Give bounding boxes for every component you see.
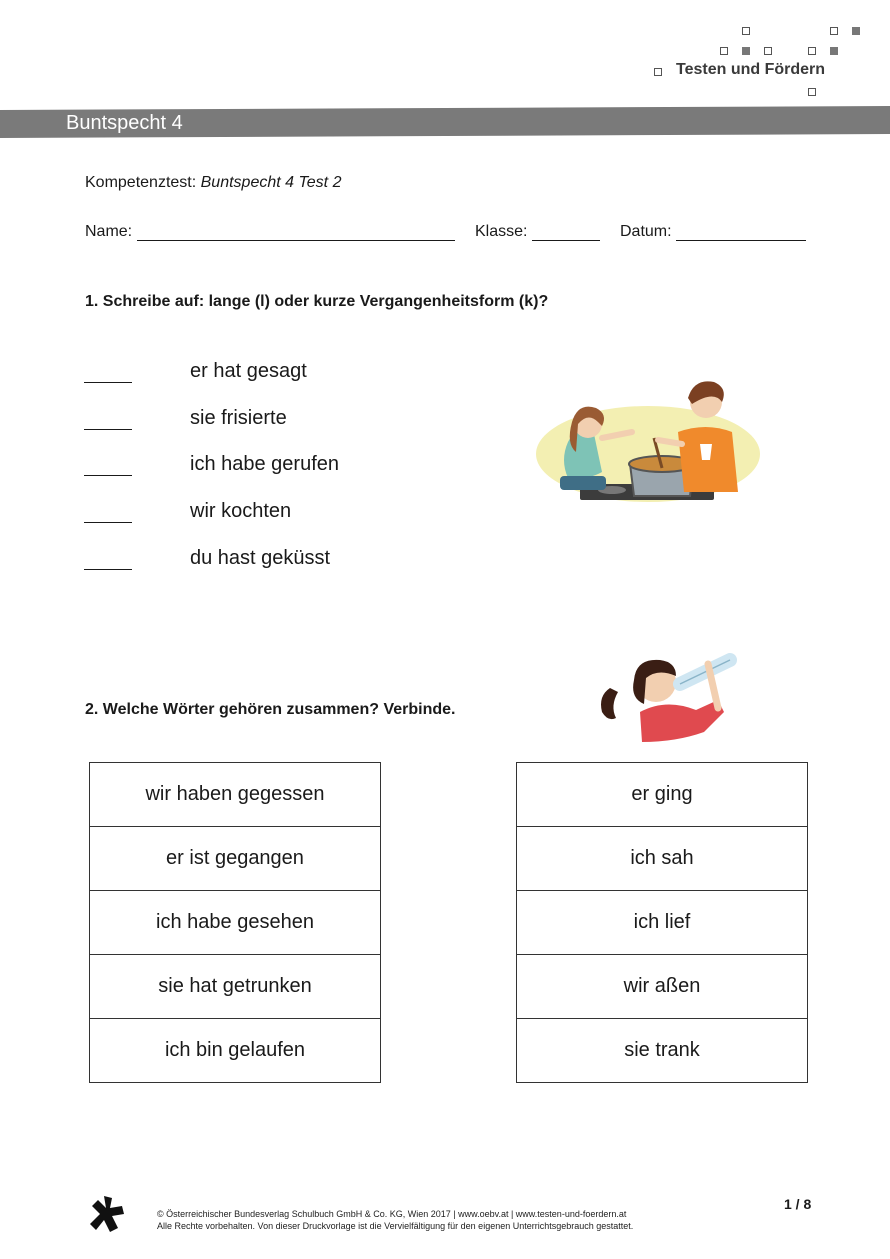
logo-square-icon — [808, 88, 816, 96]
logo-square-icon — [852, 27, 860, 35]
datum-line — [620, 223, 806, 241]
task1-item: sie frisierte — [190, 407, 287, 429]
copyright-text: © Österreichischer Bundesverlag Schulbuch GmbH & Co. KG, Wien 2017 | www.oebv.at | www.testen-und-foerdern.at — [157, 1209, 627, 1219]
answer-blank[interactable] — [84, 455, 132, 476]
name-line — [85, 223, 455, 241]
banner-title: Buntspecht 4 — [66, 112, 183, 134]
match-table-left — [89, 762, 381, 1083]
datum-label: Datum: — [620, 223, 672, 240]
match-cell-left[interactable]: er ist gegangen — [90, 827, 381, 891]
match-table-right — [516, 762, 808, 1083]
match-cell-right[interactable]: sie trank — [517, 1019, 808, 1083]
logo-square-icon — [830, 27, 838, 35]
match-cell-right[interactable]: wir aßen — [517, 955, 808, 1019]
kompetenz-label: Kompetenztest: — [85, 174, 197, 191]
task1-row — [84, 453, 340, 476]
task1-item: du hast geküsst — [190, 547, 331, 569]
logo-square-icon — [764, 47, 772, 55]
logo-square-icon — [654, 68, 662, 76]
match-cell-left[interactable]: wir haben gegessen — [90, 763, 381, 827]
kompetenz-line — [85, 174, 341, 192]
rights-text: Alle Rechte vorbehalten. Von dieser Druckvorlage ist die Vervielfältigung für den eigenen Unterrichtsgebrauch gestattet. — [157, 1221, 634, 1231]
match-cell-right[interactable]: ich lief — [517, 891, 808, 955]
logo — [0, 0, 890, 100]
task1-row — [84, 407, 287, 430]
klasse-line — [475, 223, 600, 241]
name-field[interactable] — [137, 224, 455, 241]
kompetenz-value: Buntspecht 4 Test 2 — [200, 174, 342, 191]
task2-title: 2. Welche Wörter gehören zusammen? Verbinde. — [85, 701, 456, 718]
match-cell-left[interactable]: sie hat getrunken — [90, 955, 381, 1019]
task1-row — [84, 500, 292, 523]
logo-text: Testen und Fördern — [676, 61, 826, 78]
task1-row — [84, 360, 307, 383]
logo-square-icon — [830, 47, 838, 55]
task1-item: wir kochten — [190, 500, 292, 522]
publisher-logo-icon — [90, 1194, 126, 1234]
name-label: Name: — [85, 223, 133, 240]
logo-square-icon — [808, 47, 816, 55]
logo-square-icon — [742, 27, 750, 35]
datum-field[interactable] — [676, 224, 806, 241]
match-cell-right[interactable]: er ging — [517, 763, 808, 827]
task1-item: ich habe gerufen — [190, 453, 340, 475]
task1-item: er hat gesagt — [190, 360, 307, 382]
match-cell-left[interactable]: ich bin gelaufen — [90, 1019, 381, 1083]
cooking-children-illustration — [528, 368, 772, 508]
klasse-field[interactable] — [532, 224, 600, 241]
drinking-girl-illustration — [596, 646, 740, 742]
page-number: 1 / 8 — [784, 1196, 812, 1212]
logo-square-icon — [720, 47, 728, 55]
answer-blank[interactable] — [84, 362, 132, 383]
match-cell-right[interactable]: ich sah — [517, 827, 808, 891]
task1-title: 1. Schreibe auf: lange (l) oder kurze Vergangenheitsform (k)? — [85, 293, 549, 310]
answer-blank[interactable] — [84, 549, 132, 570]
task1-row — [84, 547, 331, 570]
logo-square-icon — [742, 47, 750, 55]
answer-blank[interactable] — [84, 409, 132, 430]
klasse-label: Klasse: — [475, 223, 528, 240]
answer-blank[interactable] — [84, 502, 132, 523]
match-cell-left[interactable]: ich habe gesehen — [90, 891, 381, 955]
